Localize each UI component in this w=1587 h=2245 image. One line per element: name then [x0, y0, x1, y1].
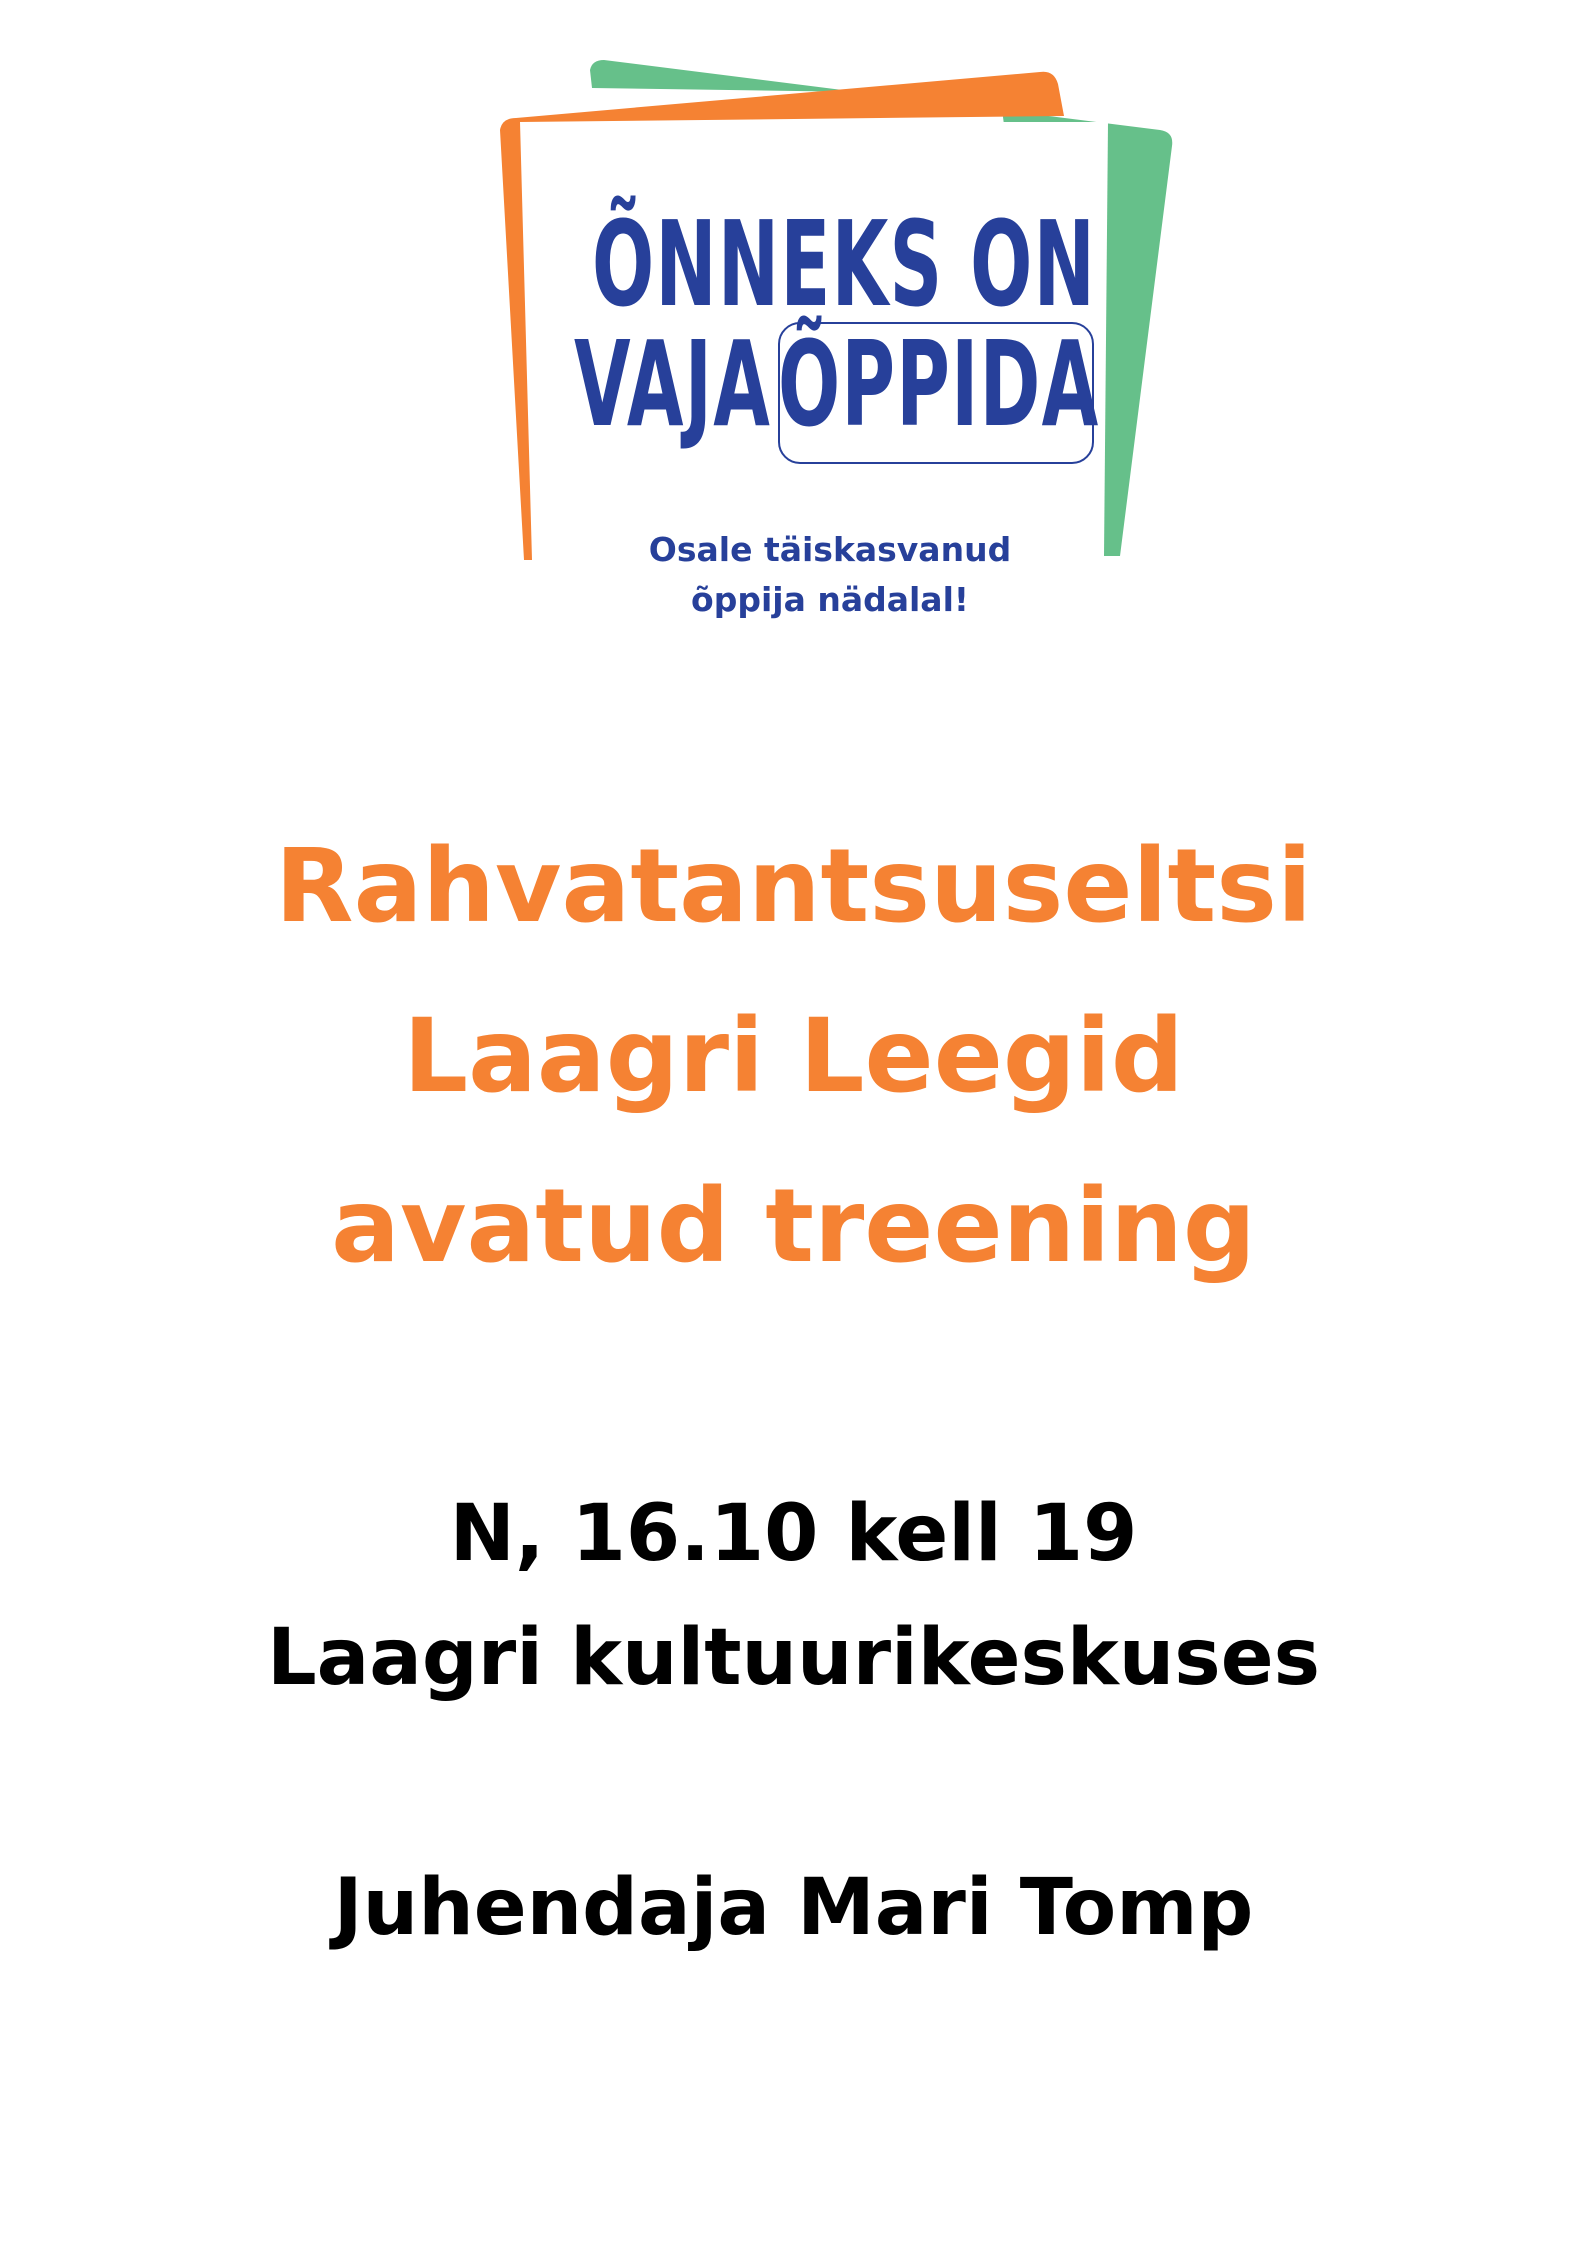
- logo-title-line-2-highlight: ÕPPIDA: [778, 315, 1100, 453]
- event-title-line-1: Rahvatantsuseltsi: [275, 827, 1312, 946]
- event-title-line-3: avatud treening: [331, 1167, 1256, 1286]
- event-instructor: Juhendaja Mari Tomp: [333, 1863, 1254, 1953]
- campaign-logo: [480, 60, 1180, 640]
- logo-title-line-1: ÕNNEKS ON: [592, 195, 1097, 333]
- event-location: Laagri kultuurikeskuses: [266, 1613, 1321, 1703]
- event-title-line-2: Laagri Leegid: [403, 997, 1184, 1116]
- logo-tagline-line-1: Osale täiskasvanud: [648, 530, 1012, 569]
- logo-title-line-2-start: VAJA: [574, 315, 772, 453]
- event-datetime: N, 16.10 kell 19: [449, 1489, 1138, 1579]
- logo-tagline-line-2: õppija nädalal!: [691, 580, 969, 619]
